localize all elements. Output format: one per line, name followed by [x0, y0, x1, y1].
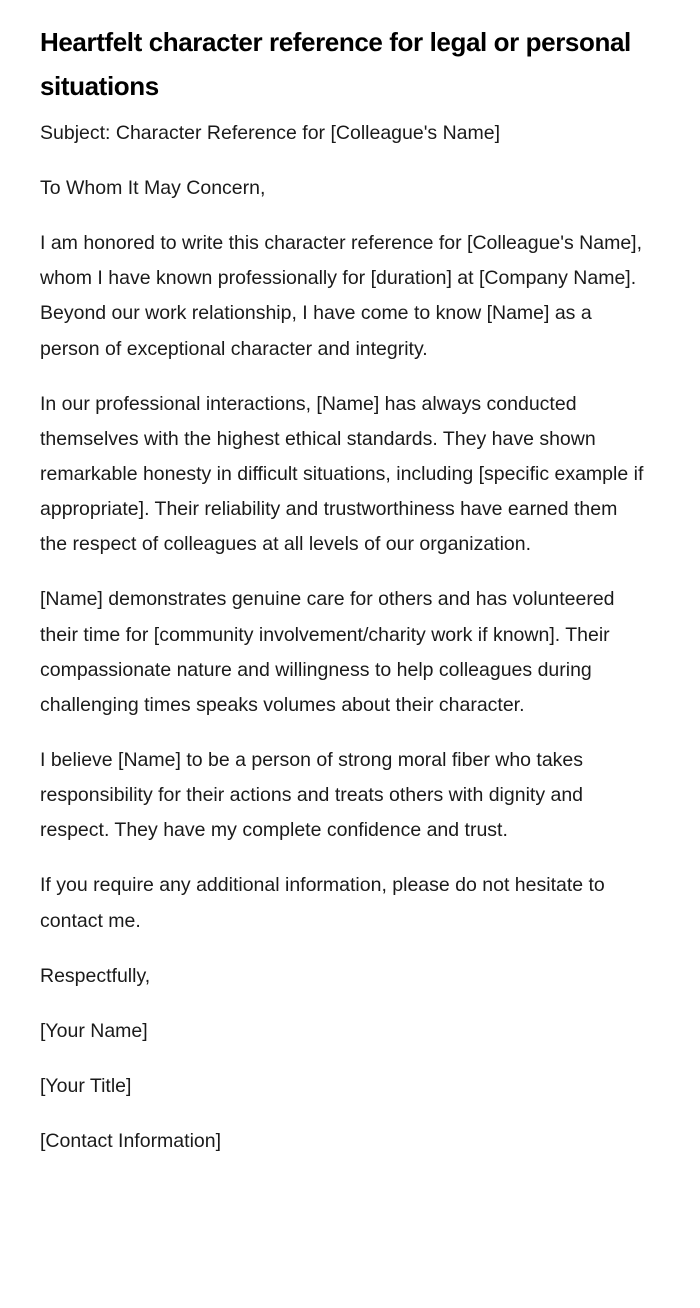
body-paragraph: If you require any additional information, please do not hesitate to contact me.: [40, 874, 605, 932]
signature-name: [Your Name]: [40, 1019, 148, 1042]
signature-contact: [Contact Information]: [40, 1129, 222, 1152]
body-paragraph: I am honored to write this character reference for [Colleague's Name], whom I have known professionally for [duration] at [Company Name]. Beyond our work relationship, I have come to know [Name] as a person of exceptional character and integrity.: [40, 232, 643, 360]
body-paragraph: In our professional interactions, [Name] has always conducted themselves with the highest ethical standards. They have shown remarkable honesty in difficult situations, including [specific example if appropriate]. Their reliability and trustworthiness have earned them the respect of colleagues at all levels of our organization.: [40, 392, 644, 556]
closing: Respectfully,: [40, 964, 151, 987]
body-paragraph: [Name] demonstrates genuine care for others and has volunteered their time for [community involvement/charity work if known]. Their compassionate nature and willingness to help colleagues during challenging times speaks volumes about their character.: [40, 588, 615, 717]
signature-title: [Your Title]: [40, 1074, 132, 1097]
body-paragraph: I believe [Name] to be a person of strong moral fiber who takes responsibility for their actions and treats others with dignity and respect. They have my complete confidence and trust.: [40, 749, 584, 842]
document-title: Heartfelt character reference for legal or personal situations: [40, 27, 631, 101]
salutation: To Whom It May Concern,: [40, 177, 266, 199]
document: [40, 20, 645, 1159]
subject-line: Subject: Character Reference for [Colleague's Name]: [40, 122, 501, 144]
